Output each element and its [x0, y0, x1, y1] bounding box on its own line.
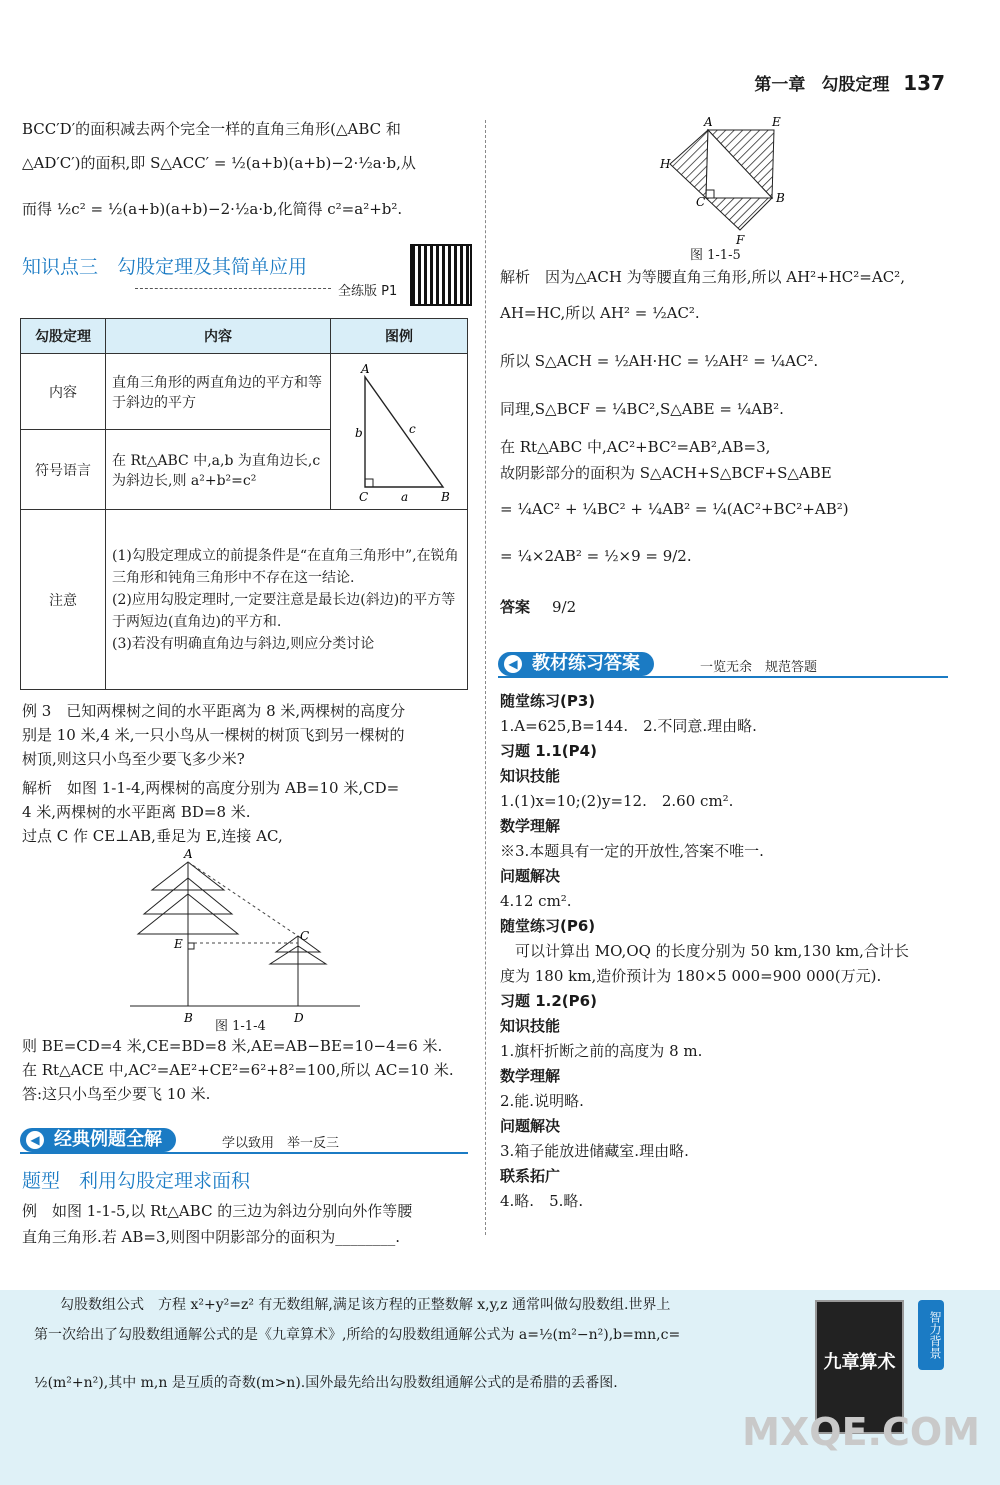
example3-line: 树顶,则这只小鸟至少要飞多少米?: [22, 750, 245, 768]
side-tab: 智力背景: [918, 1300, 944, 1370]
fig-label: F: [736, 233, 745, 247]
fig-label: C: [300, 929, 310, 943]
fig-label: C: [696, 195, 706, 209]
answer-heading: 联系拓广: [500, 1167, 561, 1185]
fig-label: H: [660, 157, 671, 171]
triangle-figure-cell: [331, 354, 468, 510]
fig-label: E: [772, 115, 781, 129]
theorem-table: [20, 318, 468, 690]
banner-title: 经典例题全解: [54, 1129, 162, 1150]
analysis-line: 同理,S△BCF = ¼BC²,S△ABE = ¼AB².: [500, 400, 784, 418]
answer-item: 4.略. 5.略.: [500, 1192, 584, 1210]
figure-caption: 图 1-1-4: [215, 1019, 266, 1034]
analysis-line: 所以 S△ACH = ½AH·HC = ½AH² = ¼AC².: [500, 352, 819, 370]
fig-label: E: [174, 937, 183, 951]
intro-line: △AD′C′)的面积,即 S△ACC′ = ½(a+b)(a+b)−2·½a·b,从: [22, 154, 416, 172]
chapter-label: 第一章: [754, 75, 806, 95]
example3-line: 别是 10 米,4 米,一只小鸟从一棵树的树顶飞到另一棵树的: [22, 726, 405, 744]
banner-rule: [498, 676, 948, 678]
table-header: 内容: [106, 319, 331, 354]
page-number: 137: [903, 71, 945, 95]
row-label: 内容: [21, 354, 106, 430]
fig-label: B: [776, 191, 785, 205]
row-content: 在 Rt△ABC 中,a,b 为直角边长,c 为斜边长,则 a²+b²=c²: [106, 430, 331, 510]
banner-subtitle: 一览无余 规范答题: [700, 660, 818, 675]
banner-rule: [20, 1152, 468, 1154]
analysis-line: 解析 因为△ACH 为等腰直角三角形,所以 AH²+HC²=AC²,: [500, 268, 905, 286]
example3-line: 例 3 已知两棵树之间的水平距离为 8 米,两棵树的高度分: [22, 702, 406, 720]
answer-item: 2.能.说明略.: [500, 1092, 584, 1110]
analysis-line: = ¼×2AB² = ½×9 = 9/2.: [500, 547, 692, 565]
column-divider: [485, 120, 486, 1235]
analysis3-line: 解析 如图 1-1-4,两棵树的高度分别为 AB=10 米,CD=: [22, 779, 400, 797]
answer-item: 1.(1)x=10;(2)y=12. 2.60 cm².: [500, 792, 734, 810]
page-header: [754, 70, 945, 95]
answer-item: 1.旗杆折断之前的高度为 8 m.: [500, 1042, 703, 1060]
note-item: (2)应用勾股定理时,一定要注意是最长边(斜边)的平方等于两短边(直角边)的平方和.: [112, 591, 456, 630]
analysis-line: 在 Rt△ABC 中,AC²+BC²=AB²,AB=3,: [500, 438, 771, 456]
figure-caption: 图 1-1-5: [690, 248, 741, 263]
fig-label: A: [184, 848, 193, 861]
banner-title: 教材练习答案: [532, 653, 640, 674]
intro-line: BCC′D′的面积减去两个完全一样的直角三角形(△ABC 和: [22, 120, 401, 138]
intro-line: 而得 ½c² = ½(a+b)(a+b)−2·½a·b,化简得 c²=a²+b².: [22, 200, 403, 218]
row-content: 直角三角形的两直角边的平方和等于斜边的平方: [106, 354, 331, 430]
section-title: 知识点三 勾股定理及其简单应用: [22, 256, 308, 278]
problem-type-title: 题型 利用勾股定理求面积: [22, 1170, 251, 1192]
row-label: 注意: [21, 510, 106, 690]
footer-line: 勾股数组公式 方程 x²+y²=z² 有无数组解,满足该方程的正整数解 x,y,z 通常叫做勾股数组.世界上: [60, 1297, 671, 1313]
fig-label: A: [361, 361, 370, 376]
topic-label: 勾股定理: [821, 75, 890, 95]
answer-heading: 习题 1.1(P4): [500, 742, 597, 760]
textbook-answers-banner: [498, 652, 654, 676]
notes-cell: [106, 510, 468, 690]
answer-heading: 随堂练习(P3): [500, 692, 596, 710]
fig-label: b: [355, 425, 363, 440]
answer-heading: 随堂练习(P6): [500, 917, 596, 935]
fig-label: D: [294, 1011, 304, 1025]
fig-label: c: [409, 421, 416, 436]
answer-item: 1.A=625,B=144. 2.不同意.理由略.: [500, 717, 757, 735]
answer-heading: 问题解决: [500, 867, 561, 885]
figure-1-1-4: [130, 848, 370, 1033]
megaphone-icon: ◀: [26, 1131, 44, 1149]
answer-heading: 知识技能: [500, 767, 561, 785]
after114-line: 在 Rt△ACE 中,AC²=AE²+CE²=6²+8²=100,所以 AC=10 米.: [22, 1061, 454, 1079]
note-item: (3)若没有明确直角边与斜边,则应分类讨论: [112, 635, 375, 652]
answer-heading: 数学理解: [500, 1067, 561, 1085]
answer-label: 答案: [500, 598, 531, 616]
watermark: MXQE.COM: [742, 1410, 980, 1454]
answer-item: 可以计算出 MO,OQ 的长度分别为 50 km,130 km,合计长: [500, 942, 909, 960]
table-header: 图例: [331, 319, 468, 354]
fig-label: a: [401, 489, 409, 504]
answer-heading: 知识技能: [500, 1017, 561, 1035]
after114-line: 答:这只小鸟至少要飞 10 米.: [22, 1085, 211, 1103]
analysis-line: AH=HC,所以 AH² = ½AC².: [500, 304, 700, 322]
table-header: 勾股定理: [21, 319, 106, 354]
after114-line: 则 BE=CD=4 米,CE=BD=8 米,AE=AB−BE=10−4=6 米.: [22, 1037, 443, 1055]
classic-examples-banner: [20, 1128, 176, 1152]
practice-ref: 全练版 P1: [338, 284, 398, 299]
answer-heading: 问题解决: [500, 1117, 561, 1135]
right-triangle-figure: [331, 355, 467, 505]
banner-subtitle: 学以致用 举一反三: [222, 1136, 340, 1151]
answer-item: 3.箱子能放进储藏室.理由略.: [500, 1142, 689, 1160]
row-label: 符号语言: [21, 430, 106, 510]
dotted-rule: [135, 288, 331, 289]
answer-heading: 数学理解: [500, 817, 561, 835]
analysis-line: = ¼AC² + ¼BC² + ¼AB² = ¼(AC²+BC²+AB²): [500, 500, 849, 518]
megaphone-icon: ◀: [504, 655, 522, 673]
footer-line: 第一次给出了勾股数组通解公式的是《九章算术》,所给的勾股数组通解公式为 a=½(m²−n²),b=mn,c=: [34, 1327, 681, 1343]
analysis-line: 故阴影部分的面积为 S△ACH+S△BCF+S△ABE: [500, 464, 832, 482]
book-title: 九章算术: [823, 1352, 896, 1373]
answer-item: 4.12 cm².: [500, 892, 572, 910]
answer-item: 度为 180 km,造价预计为 180×5 000=900 000(万元).: [500, 967, 882, 985]
fig-label: B: [184, 1011, 193, 1025]
analysis3-line: 过点 C 作 CE⊥AB,垂足为 E,连接 AC,: [22, 827, 283, 845]
example-line: 直角三角形.若 AB=3,则图中阴影部分的面积为________.: [22, 1228, 401, 1246]
answer-item: ※3.本题具有一定的开放性,答案不唯一.: [500, 842, 764, 860]
footer-line: ½(m²+n²),其中 m,n 是互质的奇数(m>n).国外最先给出勾股数组通解公式的是希腊的丢番图.: [34, 1375, 618, 1391]
fig-label: A: [704, 115, 713, 129]
fig-label: C: [359, 489, 369, 504]
answer-value: 9/2: [552, 598, 577, 616]
qr-code[interactable]: [410, 244, 472, 306]
example-line: 例 如图 1-1-5,以 Rt△ABC 的三边为斜边分别向外作等腰: [22, 1202, 413, 1220]
figure-1-1-5: [650, 112, 800, 252]
fig-label: B: [441, 489, 450, 504]
answer-heading: 习题 1.2(P6): [500, 992, 597, 1010]
analysis3-line: 4 米,两棵树的水平距离 BD=8 米.: [22, 803, 251, 821]
note-item: (1)勾股定理成立的前提条件是“在直角三角形中”,在锐角三角形和钝角三角形中不存在这一结论.: [112, 547, 459, 586]
